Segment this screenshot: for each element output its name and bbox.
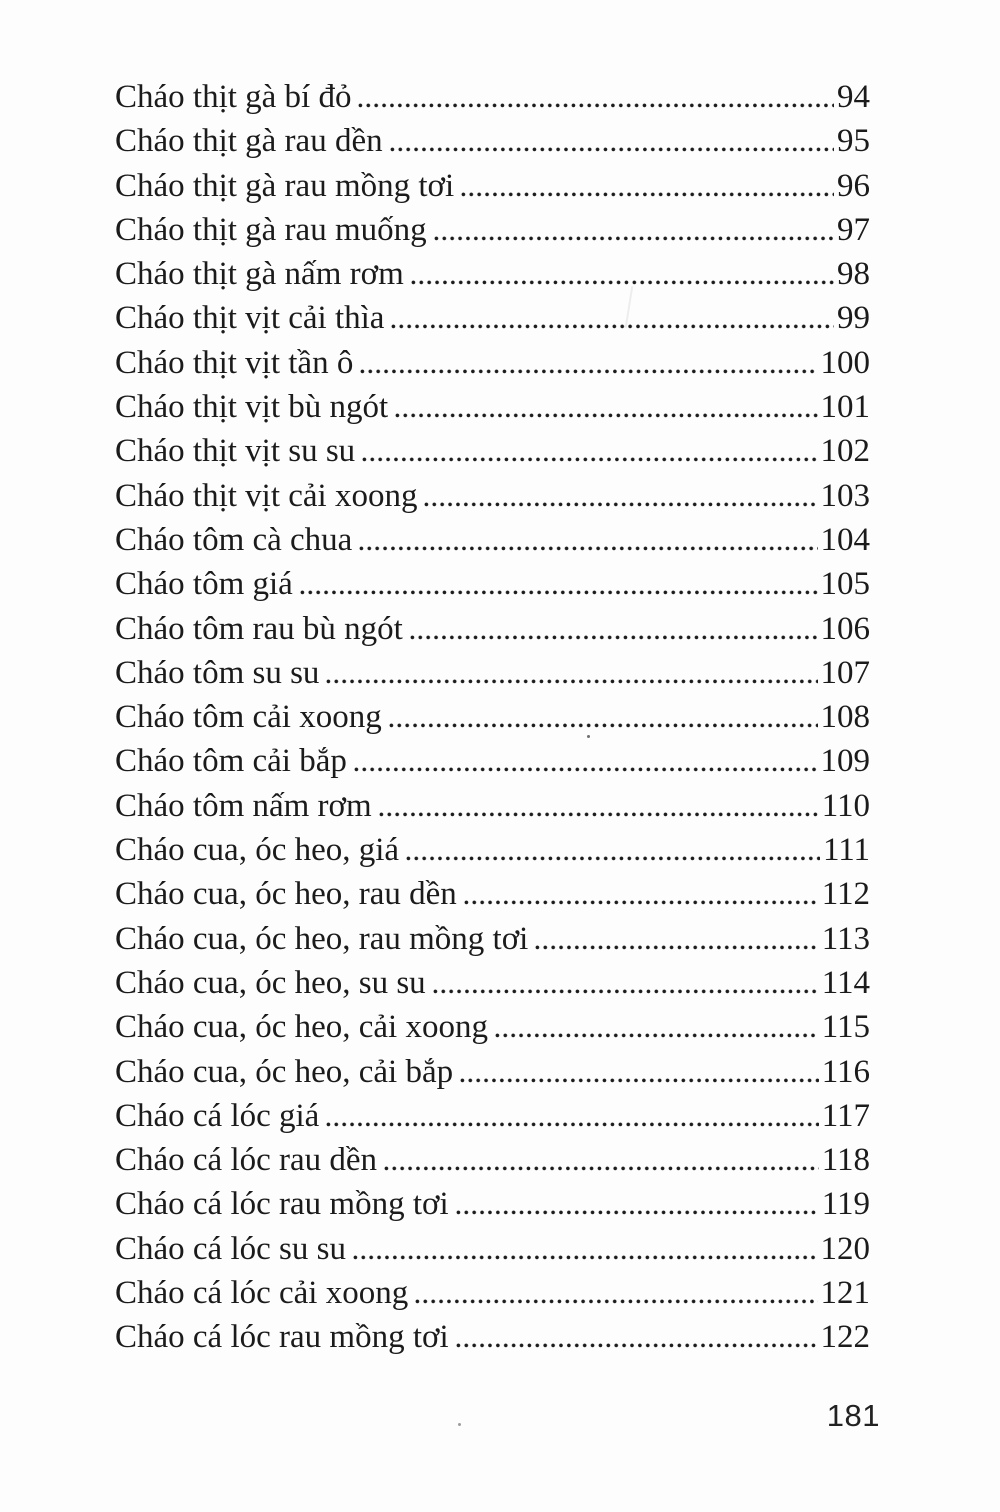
toc-entry-page-number: 109 bbox=[820, 743, 870, 780]
toc-entry bbox=[115, 1227, 870, 1271]
toc-entry bbox=[115, 1315, 870, 1359]
toc-entry-page-number: 117 bbox=[821, 1097, 870, 1134]
toc-entry-title: Cháo thịt gà rau muống bbox=[115, 211, 427, 248]
toc-entry-title: Cháo tôm rau bù ngót bbox=[115, 610, 403, 647]
toc-entry-page-number: 111 bbox=[822, 832, 870, 869]
toc-entry bbox=[115, 164, 870, 208]
toc-entry-title: Cháo tôm nấm rơm bbox=[115, 787, 372, 824]
toc-entry-page-number: 114 bbox=[821, 964, 870, 1001]
toc-entry-page-number: 96 bbox=[837, 167, 870, 204]
toc-entry-title: Cháo tôm su su bbox=[115, 654, 320, 691]
toc-entry-page-number: 97 bbox=[837, 211, 870, 248]
toc-entry-page-number: 104 bbox=[820, 521, 870, 558]
toc-entry bbox=[115, 429, 870, 473]
toc-entry-page-number: 95 bbox=[837, 123, 870, 160]
toc-entry bbox=[115, 695, 870, 739]
toc-entry-title: Cháo cá lóc su su bbox=[115, 1230, 346, 1267]
toc-entry-title: Cháo tôm cải xoong bbox=[115, 699, 382, 736]
toc-entry-page-number: 99 bbox=[837, 300, 870, 337]
toc-entry-title: Cháo cá lóc giá bbox=[115, 1097, 320, 1134]
toc-list bbox=[115, 75, 870, 1360]
toc-entry-title: Cháo cua, óc heo, cải bắp bbox=[115, 1053, 454, 1090]
toc-entry-page-number: 113 bbox=[821, 920, 870, 957]
toc-entry-title: Cháo thịt vịt tần ô bbox=[115, 344, 354, 381]
toc-entry bbox=[115, 1005, 870, 1049]
toc-entry-page-number: 107 bbox=[820, 654, 870, 691]
toc-entry-page-number: 118 bbox=[821, 1142, 870, 1179]
toc-entry-title: Cháo cá lóc rau dền bbox=[115, 1142, 378, 1179]
toc-entry bbox=[115, 1050, 870, 1094]
toc-entry-title: Cháo thịt gà nấm rơm bbox=[115, 256, 404, 293]
toc-entry-page-number: 105 bbox=[820, 566, 870, 603]
toc-entry-page-number: 110 bbox=[821, 787, 870, 824]
toc-entry bbox=[115, 474, 870, 518]
toc-entry-title: Cháo tôm giá bbox=[115, 566, 293, 603]
toc-entry bbox=[115, 784, 870, 828]
toc-entry-page-number: 108 bbox=[820, 699, 870, 736]
page-number: 181 bbox=[826, 1398, 880, 1433]
toc-entry bbox=[115, 872, 870, 916]
toc-entry bbox=[115, 828, 870, 872]
toc-entry-title: Cháo thịt gà rau mồng tơi bbox=[115, 167, 455, 204]
toc-entry-page-number: 120 bbox=[820, 1230, 870, 1267]
toc-entry-title: Cháo cua, óc heo, rau mồng tơi bbox=[115, 920, 529, 957]
toc-entry bbox=[115, 385, 870, 429]
toc-entry-page-number: 102 bbox=[820, 433, 870, 470]
toc-entry bbox=[115, 961, 870, 1005]
toc-entry-page-number: 101 bbox=[820, 389, 870, 426]
toc-entry bbox=[115, 518, 870, 562]
toc-entry-title: Cháo cá lóc rau mồng tơi bbox=[115, 1319, 449, 1356]
toc-entry bbox=[115, 917, 870, 961]
toc-entry-title: Cháo thịt gà bí đỏ bbox=[115, 79, 352, 115]
toc-entry bbox=[115, 252, 870, 296]
toc-entry bbox=[115, 1182, 870, 1226]
toc-entry-page-number: 98 bbox=[837, 256, 870, 293]
toc-entry bbox=[115, 562, 870, 606]
toc-entry-page-number: 106 bbox=[820, 610, 870, 647]
toc-entry-title: Cháo cua, óc heo, rau dền bbox=[115, 876, 457, 913]
toc-entry-page-number: 115 bbox=[821, 1009, 870, 1046]
toc-entry bbox=[115, 208, 870, 252]
toc-entry-page-number: 116 bbox=[821, 1053, 870, 1090]
scan-artifact-dot bbox=[458, 1423, 461, 1426]
toc-entry-page-number: 122 bbox=[820, 1319, 870, 1356]
toc-entry-page-number: 119 bbox=[821, 1186, 870, 1223]
toc-entry bbox=[115, 739, 870, 783]
toc-entry-title: Cháo thịt vịt bù ngót bbox=[115, 389, 389, 426]
toc-entry bbox=[115, 341, 870, 385]
toc-entry-title: Cháo tôm cà chua bbox=[115, 521, 353, 558]
toc-entry bbox=[115, 1138, 870, 1182]
toc-entry bbox=[115, 1094, 870, 1138]
toc-entry-title: Cháo thịt vịt cải xoong bbox=[115, 477, 418, 514]
toc-entry-title: Cháo thịt vịt su su bbox=[115, 433, 356, 470]
toc-entry bbox=[115, 75, 870, 119]
toc-entry-title: Cháo thịt gà rau dền bbox=[115, 123, 383, 160]
toc-entry-title: Cháo thịt vịt cải thìa bbox=[115, 300, 385, 337]
toc-entry-page-number: 121 bbox=[820, 1275, 870, 1312]
toc-entry bbox=[115, 1271, 870, 1315]
toc-entry-page-number: 94 bbox=[837, 79, 870, 115]
scan-artifact-dot bbox=[587, 735, 590, 738]
toc-entry-title: Cháo cá lóc rau mồng tơi bbox=[115, 1186, 449, 1223]
toc-entry-page-number: 103 bbox=[820, 477, 870, 514]
toc-entry-title: Cháo cua, óc heo, cải xoong bbox=[115, 1009, 488, 1046]
toc-entry-title: Cháo tôm cải bắp bbox=[115, 743, 347, 780]
toc-entry-page-number: 112 bbox=[821, 876, 870, 913]
toc-entry bbox=[115, 651, 870, 695]
toc-entry bbox=[115, 296, 870, 340]
toc-entry bbox=[115, 119, 870, 163]
toc-entry-title: Cháo cá lóc cải xoong bbox=[115, 1275, 409, 1312]
toc-entry-title: Cháo cua, óc heo, giá bbox=[115, 832, 400, 869]
toc-entry bbox=[115, 607, 870, 651]
toc-entry-page-number: 100 bbox=[820, 344, 870, 381]
toc-entry-title: Cháo cua, óc heo, su su bbox=[115, 964, 426, 1001]
